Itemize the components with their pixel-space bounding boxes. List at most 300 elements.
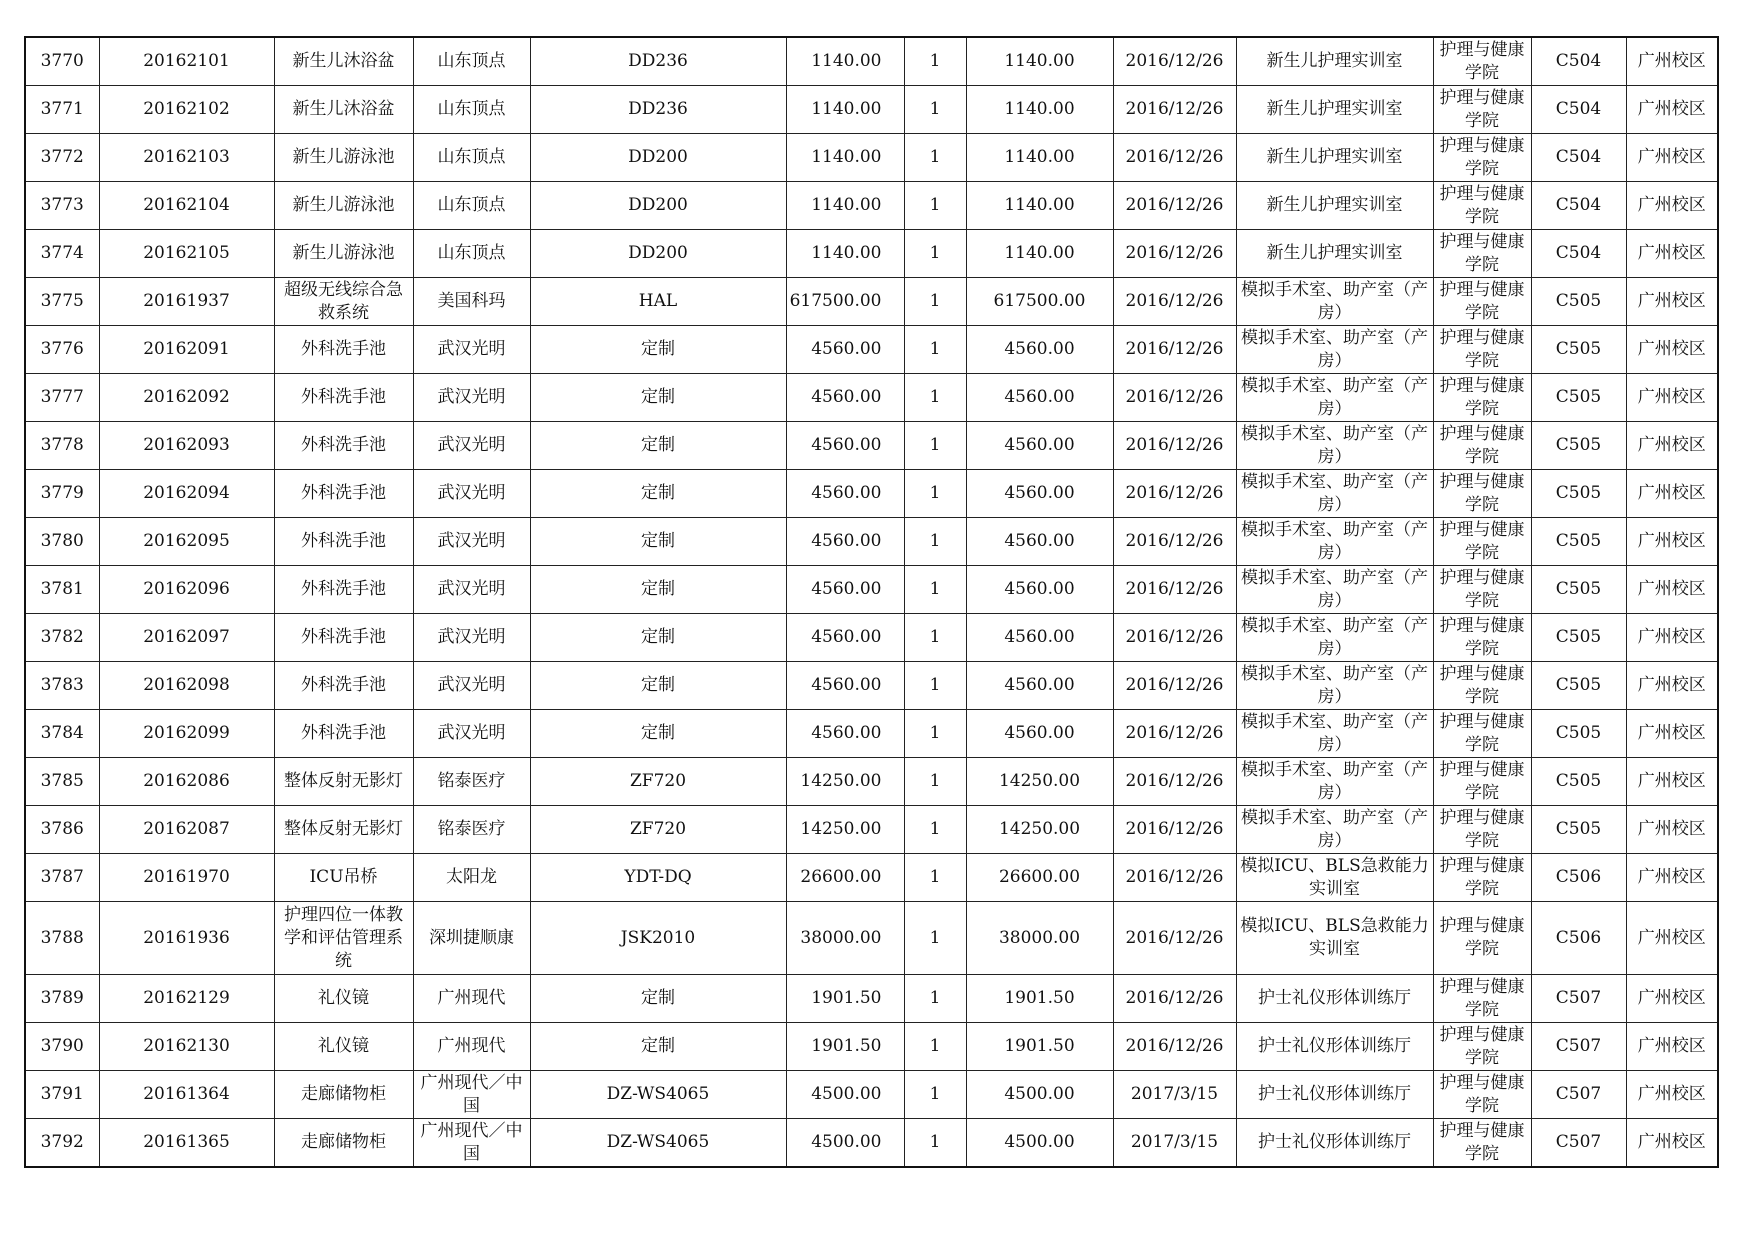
cell-seq: 3789 bbox=[25, 975, 99, 1023]
cell-item-name: 超级无线综合急救系统 bbox=[274, 278, 413, 326]
cell-department: 护理与健康学院 bbox=[1433, 1071, 1531, 1119]
cell-department: 护理与健康学院 bbox=[1433, 854, 1531, 902]
cell-asset-number: 20162101 bbox=[99, 37, 274, 86]
cell-room: C505 bbox=[1531, 470, 1626, 518]
cell-quantity: 1 bbox=[904, 566, 966, 614]
cell-item-name: 外科洗手池 bbox=[274, 710, 413, 758]
cell-date: 2016/12/26 bbox=[1113, 374, 1236, 422]
cell-brand: 武汉光明 bbox=[413, 374, 530, 422]
cell-amount: 38000.00 bbox=[966, 902, 1113, 975]
cell-brand: 广州现代 bbox=[413, 1023, 530, 1071]
cell-unit-price: 26600.00 bbox=[786, 854, 904, 902]
cell-brand: 山东顶点 bbox=[413, 230, 530, 278]
table-row bbox=[25, 422, 1718, 470]
cell-asset-number: 20162095 bbox=[99, 518, 274, 566]
cell-department: 护理与健康学院 bbox=[1433, 1119, 1531, 1168]
cell-unit-price: 4560.00 bbox=[786, 710, 904, 758]
table-row bbox=[25, 975, 1718, 1023]
cell-unit-price: 1140.00 bbox=[786, 86, 904, 134]
cell-room: C505 bbox=[1531, 662, 1626, 710]
cell-item-name: 新生儿游泳池 bbox=[274, 230, 413, 278]
cell-asset-number: 20161936 bbox=[99, 902, 274, 975]
cell-department: 护理与健康学院 bbox=[1433, 902, 1531, 975]
cell-model: 定制 bbox=[530, 975, 786, 1023]
cell-campus: 广州校区 bbox=[1626, 1071, 1718, 1119]
cell-item-name: 护理四位一体教学和评估管理系统 bbox=[274, 902, 413, 975]
cell-department: 护理与健康学院 bbox=[1433, 662, 1531, 710]
cell-seq: 3772 bbox=[25, 134, 99, 182]
cell-campus: 广州校区 bbox=[1626, 182, 1718, 230]
cell-model: 定制 bbox=[530, 1023, 786, 1071]
cell-campus: 广州校区 bbox=[1626, 374, 1718, 422]
cell-location: 模拟手术室、助产室（产房） bbox=[1236, 278, 1433, 326]
cell-department: 护理与健康学院 bbox=[1433, 326, 1531, 374]
cell-unit-price: 4560.00 bbox=[786, 518, 904, 566]
cell-unit-price: 4560.00 bbox=[786, 326, 904, 374]
cell-date: 2016/12/26 bbox=[1113, 975, 1236, 1023]
cell-asset-number: 20162130 bbox=[99, 1023, 274, 1071]
cell-asset-number: 20162103 bbox=[99, 134, 274, 182]
cell-model: 定制 bbox=[530, 326, 786, 374]
cell-campus: 广州校区 bbox=[1626, 806, 1718, 854]
cell-location: 新生儿护理实训室 bbox=[1236, 182, 1433, 230]
cell-room: C505 bbox=[1531, 422, 1626, 470]
cell-unit-price: 4560.00 bbox=[786, 374, 904, 422]
cell-location: 新生儿护理实训室 bbox=[1236, 134, 1433, 182]
cell-quantity: 1 bbox=[904, 614, 966, 662]
cell-department: 护理与健康学院 bbox=[1433, 182, 1531, 230]
cell-seq: 3771 bbox=[25, 86, 99, 134]
cell-item-name: 外科洗手池 bbox=[274, 326, 413, 374]
cell-amount: 4560.00 bbox=[966, 470, 1113, 518]
cell-campus: 广州校区 bbox=[1626, 902, 1718, 975]
cell-department: 护理与健康学院 bbox=[1433, 975, 1531, 1023]
cell-model: JSK2010 bbox=[530, 902, 786, 975]
cell-asset-number: 20161937 bbox=[99, 278, 274, 326]
table-row bbox=[25, 1023, 1718, 1071]
cell-location: 模拟手术室、助产室（产房） bbox=[1236, 326, 1433, 374]
cell-date: 2016/12/26 bbox=[1113, 614, 1236, 662]
cell-unit-price: 4500.00 bbox=[786, 1071, 904, 1119]
cell-brand: 武汉光明 bbox=[413, 470, 530, 518]
cell-model: DD200 bbox=[530, 182, 786, 230]
cell-model: ZF720 bbox=[530, 758, 786, 806]
cell-unit-price: 1901.50 bbox=[786, 1023, 904, 1071]
cell-asset-number: 20162086 bbox=[99, 758, 274, 806]
cell-room: C507 bbox=[1531, 975, 1626, 1023]
table-row bbox=[25, 614, 1718, 662]
cell-campus: 广州校区 bbox=[1626, 86, 1718, 134]
cell-seq: 3775 bbox=[25, 278, 99, 326]
cell-amount: 1901.50 bbox=[966, 1023, 1113, 1071]
cell-campus: 广州校区 bbox=[1626, 614, 1718, 662]
cell-location: 模拟手术室、助产室（产房） bbox=[1236, 614, 1433, 662]
cell-quantity: 1 bbox=[904, 854, 966, 902]
cell-amount: 4560.00 bbox=[966, 614, 1113, 662]
cell-room: C505 bbox=[1531, 806, 1626, 854]
cell-seq: 3787 bbox=[25, 854, 99, 902]
cell-asset-number: 20161365 bbox=[99, 1119, 274, 1168]
cell-item-name: ICU吊桥 bbox=[274, 854, 413, 902]
cell-quantity: 1 bbox=[904, 1023, 966, 1071]
cell-date: 2016/12/26 bbox=[1113, 1023, 1236, 1071]
cell-quantity: 1 bbox=[904, 422, 966, 470]
table-row bbox=[25, 37, 1718, 86]
cell-unit-price: 1140.00 bbox=[786, 134, 904, 182]
table-row bbox=[25, 230, 1718, 278]
cell-location: 新生儿护理实训室 bbox=[1236, 230, 1433, 278]
cell-seq: 3790 bbox=[25, 1023, 99, 1071]
cell-brand: 武汉光明 bbox=[413, 662, 530, 710]
cell-location: 护士礼仪形体训练厅 bbox=[1236, 1071, 1433, 1119]
cell-room: C504 bbox=[1531, 182, 1626, 230]
cell-seq: 3786 bbox=[25, 806, 99, 854]
cell-brand: 广州现代／中国 bbox=[413, 1071, 530, 1119]
asset-table-sheet bbox=[24, 36, 1719, 1168]
cell-department: 护理与健康学院 bbox=[1433, 86, 1531, 134]
cell-quantity: 1 bbox=[904, 1071, 966, 1119]
cell-brand: 山东顶点 bbox=[413, 134, 530, 182]
cell-unit-price: 4560.00 bbox=[786, 422, 904, 470]
cell-department: 护理与健康学院 bbox=[1433, 566, 1531, 614]
cell-room: C505 bbox=[1531, 326, 1626, 374]
cell-room: C507 bbox=[1531, 1023, 1626, 1071]
cell-seq: 3777 bbox=[25, 374, 99, 422]
table-row bbox=[25, 1071, 1718, 1119]
cell-location: 护士礼仪形体训练厅 bbox=[1236, 1119, 1433, 1168]
cell-brand: 广州现代 bbox=[413, 975, 530, 1023]
cell-quantity: 1 bbox=[904, 758, 966, 806]
cell-campus: 广州校区 bbox=[1626, 975, 1718, 1023]
cell-amount: 4560.00 bbox=[966, 326, 1113, 374]
cell-location: 模拟手术室、助产室（产房） bbox=[1236, 758, 1433, 806]
cell-item-name: 整体反射无影灯 bbox=[274, 806, 413, 854]
cell-item-name: 外科洗手池 bbox=[274, 614, 413, 662]
cell-seq: 3785 bbox=[25, 758, 99, 806]
cell-quantity: 1 bbox=[904, 806, 966, 854]
cell-brand: 铭泰医疗 bbox=[413, 758, 530, 806]
cell-seq: 3779 bbox=[25, 470, 99, 518]
cell-brand: 太阳龙 bbox=[413, 854, 530, 902]
cell-asset-number: 20162105 bbox=[99, 230, 274, 278]
cell-campus: 广州校区 bbox=[1626, 566, 1718, 614]
cell-department: 护理与健康学院 bbox=[1433, 278, 1531, 326]
cell-location: 模拟ICU、BLS急救能力实训室 bbox=[1236, 854, 1433, 902]
cell-brand: 武汉光明 bbox=[413, 518, 530, 566]
cell-brand: 美国科玛 bbox=[413, 278, 530, 326]
cell-quantity: 1 bbox=[904, 374, 966, 422]
cell-unit-price: 4560.00 bbox=[786, 614, 904, 662]
cell-department: 护理与健康学院 bbox=[1433, 758, 1531, 806]
cell-room: C506 bbox=[1531, 854, 1626, 902]
cell-seq: 3782 bbox=[25, 614, 99, 662]
cell-date: 2016/12/26 bbox=[1113, 182, 1236, 230]
cell-campus: 广州校区 bbox=[1626, 518, 1718, 566]
cell-date: 2016/12/26 bbox=[1113, 806, 1236, 854]
table-row bbox=[25, 902, 1718, 975]
table-row bbox=[25, 86, 1718, 134]
cell-room: C506 bbox=[1531, 902, 1626, 975]
cell-room: C504 bbox=[1531, 230, 1626, 278]
cell-item-name: 外科洗手池 bbox=[274, 566, 413, 614]
cell-quantity: 1 bbox=[904, 37, 966, 86]
cell-date: 2016/12/26 bbox=[1113, 230, 1236, 278]
cell-unit-price: 617500.00 bbox=[786, 278, 904, 326]
cell-asset-number: 20162096 bbox=[99, 566, 274, 614]
cell-asset-number: 20162102 bbox=[99, 86, 274, 134]
table-row bbox=[25, 1119, 1718, 1168]
cell-brand: 武汉光明 bbox=[413, 566, 530, 614]
cell-department: 护理与健康学院 bbox=[1433, 134, 1531, 182]
cell-quantity: 1 bbox=[904, 902, 966, 975]
table-row bbox=[25, 758, 1718, 806]
cell-brand: 深圳捷顺康 bbox=[413, 902, 530, 975]
cell-date: 2016/12/26 bbox=[1113, 854, 1236, 902]
cell-item-name: 外科洗手池 bbox=[274, 470, 413, 518]
cell-amount: 4500.00 bbox=[966, 1071, 1113, 1119]
cell-amount: 14250.00 bbox=[966, 806, 1113, 854]
cell-location: 新生儿护理实训室 bbox=[1236, 37, 1433, 86]
cell-item-name: 礼仪镜 bbox=[274, 975, 413, 1023]
table-row bbox=[25, 854, 1718, 902]
cell-date: 2016/12/26 bbox=[1113, 710, 1236, 758]
cell-campus: 广州校区 bbox=[1626, 422, 1718, 470]
cell-seq: 3776 bbox=[25, 326, 99, 374]
cell-date: 2016/12/26 bbox=[1113, 902, 1236, 975]
cell-room: C505 bbox=[1531, 566, 1626, 614]
cell-campus: 广州校区 bbox=[1626, 230, 1718, 278]
cell-asset-number: 20162098 bbox=[99, 662, 274, 710]
cell-brand: 武汉光明 bbox=[413, 710, 530, 758]
cell-date: 2016/12/26 bbox=[1113, 758, 1236, 806]
cell-model: DZ-WS4065 bbox=[530, 1119, 786, 1168]
table-row bbox=[25, 806, 1718, 854]
cell-campus: 广州校区 bbox=[1626, 1119, 1718, 1168]
cell-room: C505 bbox=[1531, 374, 1626, 422]
cell-asset-number: 20162087 bbox=[99, 806, 274, 854]
cell-date: 2016/12/26 bbox=[1113, 566, 1236, 614]
cell-brand: 广州现代／中国 bbox=[413, 1119, 530, 1168]
cell-brand: 铭泰医疗 bbox=[413, 806, 530, 854]
cell-location: 模拟手术室、助产室（产房） bbox=[1236, 806, 1433, 854]
cell-seq: 3792 bbox=[25, 1119, 99, 1168]
cell-department: 护理与健康学院 bbox=[1433, 374, 1531, 422]
cell-model: 定制 bbox=[530, 422, 786, 470]
cell-amount: 1140.00 bbox=[966, 134, 1113, 182]
table-row bbox=[25, 326, 1718, 374]
cell-room: C505 bbox=[1531, 278, 1626, 326]
cell-seq: 3774 bbox=[25, 230, 99, 278]
cell-quantity: 1 bbox=[904, 230, 966, 278]
cell-seq: 3780 bbox=[25, 518, 99, 566]
cell-quantity: 1 bbox=[904, 710, 966, 758]
cell-model: 定制 bbox=[530, 518, 786, 566]
cell-seq: 3791 bbox=[25, 1071, 99, 1119]
cell-room: C505 bbox=[1531, 758, 1626, 806]
cell-quantity: 1 bbox=[904, 86, 966, 134]
cell-asset-number: 20161364 bbox=[99, 1071, 274, 1119]
cell-amount: 1140.00 bbox=[966, 86, 1113, 134]
asset-table bbox=[24, 36, 1719, 1168]
cell-model: HAL bbox=[530, 278, 786, 326]
cell-model: YDT-DQ bbox=[530, 854, 786, 902]
cell-department: 护理与健康学院 bbox=[1433, 614, 1531, 662]
cell-room: C507 bbox=[1531, 1119, 1626, 1168]
cell-date: 2016/12/26 bbox=[1113, 470, 1236, 518]
cell-date: 2017/3/15 bbox=[1113, 1071, 1236, 1119]
cell-department: 护理与健康学院 bbox=[1433, 230, 1531, 278]
cell-amount: 1140.00 bbox=[966, 182, 1113, 230]
cell-location: 模拟手术室、助产室（产房） bbox=[1236, 566, 1433, 614]
cell-amount: 617500.00 bbox=[966, 278, 1113, 326]
cell-campus: 广州校区 bbox=[1626, 326, 1718, 374]
cell-item-name: 走廊储物柜 bbox=[274, 1071, 413, 1119]
cell-item-name: 新生儿沐浴盆 bbox=[274, 86, 413, 134]
cell-amount: 4560.00 bbox=[966, 422, 1113, 470]
cell-unit-price: 4560.00 bbox=[786, 566, 904, 614]
cell-unit-price: 1140.00 bbox=[786, 230, 904, 278]
cell-location: 模拟手术室、助产室（产房） bbox=[1236, 662, 1433, 710]
cell-campus: 广州校区 bbox=[1626, 134, 1718, 182]
cell-model: 定制 bbox=[530, 710, 786, 758]
cell-amount: 26600.00 bbox=[966, 854, 1113, 902]
cell-location: 模拟手术室、助产室（产房） bbox=[1236, 710, 1433, 758]
cell-department: 护理与健康学院 bbox=[1433, 1023, 1531, 1071]
cell-item-name: 外科洗手池 bbox=[274, 518, 413, 566]
cell-amount: 4560.00 bbox=[966, 566, 1113, 614]
cell-model: 定制 bbox=[530, 374, 786, 422]
cell-model: DD236 bbox=[530, 37, 786, 86]
cell-model: ZF720 bbox=[530, 806, 786, 854]
cell-amount: 1140.00 bbox=[966, 230, 1113, 278]
cell-item-name: 走廊储物柜 bbox=[274, 1119, 413, 1168]
cell-asset-number: 20162093 bbox=[99, 422, 274, 470]
cell-date: 2016/12/26 bbox=[1113, 278, 1236, 326]
cell-department: 护理与健康学院 bbox=[1433, 806, 1531, 854]
cell-model: DZ-WS4065 bbox=[530, 1071, 786, 1119]
cell-room: C504 bbox=[1531, 86, 1626, 134]
cell-location: 模拟ICU、BLS急救能力实训室 bbox=[1236, 902, 1433, 975]
cell-amount: 4560.00 bbox=[966, 710, 1113, 758]
cell-unit-price: 4500.00 bbox=[786, 1119, 904, 1168]
table-body bbox=[25, 37, 1718, 1167]
cell-department: 护理与健康学院 bbox=[1433, 470, 1531, 518]
cell-quantity: 1 bbox=[904, 182, 966, 230]
cell-date: 2016/12/26 bbox=[1113, 422, 1236, 470]
cell-campus: 广州校区 bbox=[1626, 37, 1718, 86]
cell-location: 模拟手术室、助产室（产房） bbox=[1236, 470, 1433, 518]
cell-asset-number: 20162092 bbox=[99, 374, 274, 422]
cell-seq: 3770 bbox=[25, 37, 99, 86]
cell-campus: 广州校区 bbox=[1626, 758, 1718, 806]
table-row bbox=[25, 662, 1718, 710]
table-row bbox=[25, 470, 1718, 518]
cell-location: 护士礼仪形体训练厅 bbox=[1236, 975, 1433, 1023]
cell-seq: 3778 bbox=[25, 422, 99, 470]
cell-department: 护理与健康学院 bbox=[1433, 518, 1531, 566]
cell-seq: 3773 bbox=[25, 182, 99, 230]
cell-amount: 1140.00 bbox=[966, 37, 1113, 86]
cell-item-name: 新生儿游泳池 bbox=[274, 134, 413, 182]
cell-brand: 武汉光明 bbox=[413, 422, 530, 470]
cell-amount: 1901.50 bbox=[966, 975, 1113, 1023]
table-row bbox=[25, 710, 1718, 758]
cell-seq: 3788 bbox=[25, 902, 99, 975]
cell-amount: 4560.00 bbox=[966, 374, 1113, 422]
cell-brand: 山东顶点 bbox=[413, 182, 530, 230]
cell-quantity: 1 bbox=[904, 1119, 966, 1168]
cell-item-name: 整体反射无影灯 bbox=[274, 758, 413, 806]
cell-asset-number: 20162129 bbox=[99, 975, 274, 1023]
cell-quantity: 1 bbox=[904, 134, 966, 182]
cell-date: 2016/12/26 bbox=[1113, 37, 1236, 86]
table-row bbox=[25, 566, 1718, 614]
cell-item-name: 外科洗手池 bbox=[274, 422, 413, 470]
cell-unit-price: 1140.00 bbox=[786, 37, 904, 86]
cell-unit-price: 14250.00 bbox=[786, 758, 904, 806]
cell-campus: 广州校区 bbox=[1626, 1023, 1718, 1071]
cell-item-name: 外科洗手池 bbox=[274, 662, 413, 710]
cell-asset-number: 20162099 bbox=[99, 710, 274, 758]
cell-quantity: 1 bbox=[904, 326, 966, 374]
cell-unit-price: 38000.00 bbox=[786, 902, 904, 975]
cell-item-name: 新生儿游泳池 bbox=[274, 182, 413, 230]
cell-amount: 4500.00 bbox=[966, 1119, 1113, 1168]
cell-asset-number: 20162097 bbox=[99, 614, 274, 662]
cell-room: C504 bbox=[1531, 134, 1626, 182]
cell-asset-number: 20162094 bbox=[99, 470, 274, 518]
cell-model: DD200 bbox=[530, 230, 786, 278]
cell-location: 模拟手术室、助产室（产房） bbox=[1236, 518, 1433, 566]
cell-amount: 4560.00 bbox=[966, 662, 1113, 710]
cell-department: 护理与健康学院 bbox=[1433, 37, 1531, 86]
cell-location: 护士礼仪形体训练厅 bbox=[1236, 1023, 1433, 1071]
cell-location: 模拟手术室、助产室（产房） bbox=[1236, 422, 1433, 470]
cell-location: 模拟手术室、助产室（产房） bbox=[1236, 374, 1433, 422]
cell-seq: 3783 bbox=[25, 662, 99, 710]
cell-date: 2017/3/15 bbox=[1113, 1119, 1236, 1168]
cell-quantity: 1 bbox=[904, 278, 966, 326]
cell-model: 定制 bbox=[530, 614, 786, 662]
cell-date: 2016/12/26 bbox=[1113, 134, 1236, 182]
cell-brand: 山东顶点 bbox=[413, 37, 530, 86]
cell-asset-number: 20162091 bbox=[99, 326, 274, 374]
cell-amount: 14250.00 bbox=[966, 758, 1113, 806]
cell-quantity: 1 bbox=[904, 470, 966, 518]
cell-campus: 广州校区 bbox=[1626, 854, 1718, 902]
cell-room: C505 bbox=[1531, 518, 1626, 566]
cell-unit-price: 14250.00 bbox=[786, 806, 904, 854]
cell-date: 2016/12/26 bbox=[1113, 662, 1236, 710]
cell-date: 2016/12/26 bbox=[1113, 518, 1236, 566]
cell-asset-number: 20162104 bbox=[99, 182, 274, 230]
cell-quantity: 1 bbox=[904, 662, 966, 710]
cell-model: 定制 bbox=[530, 662, 786, 710]
cell-campus: 广州校区 bbox=[1626, 710, 1718, 758]
cell-campus: 广州校区 bbox=[1626, 662, 1718, 710]
cell-department: 护理与健康学院 bbox=[1433, 710, 1531, 758]
cell-location: 新生儿护理实训室 bbox=[1236, 86, 1433, 134]
cell-model: 定制 bbox=[530, 470, 786, 518]
cell-quantity: 1 bbox=[904, 975, 966, 1023]
cell-date: 2016/12/26 bbox=[1113, 86, 1236, 134]
table-row bbox=[25, 278, 1718, 326]
cell-asset-number: 20161970 bbox=[99, 854, 274, 902]
cell-campus: 广州校区 bbox=[1626, 470, 1718, 518]
cell-unit-price: 4560.00 bbox=[786, 470, 904, 518]
cell-campus: 广州校区 bbox=[1626, 278, 1718, 326]
cell-room: C505 bbox=[1531, 710, 1626, 758]
